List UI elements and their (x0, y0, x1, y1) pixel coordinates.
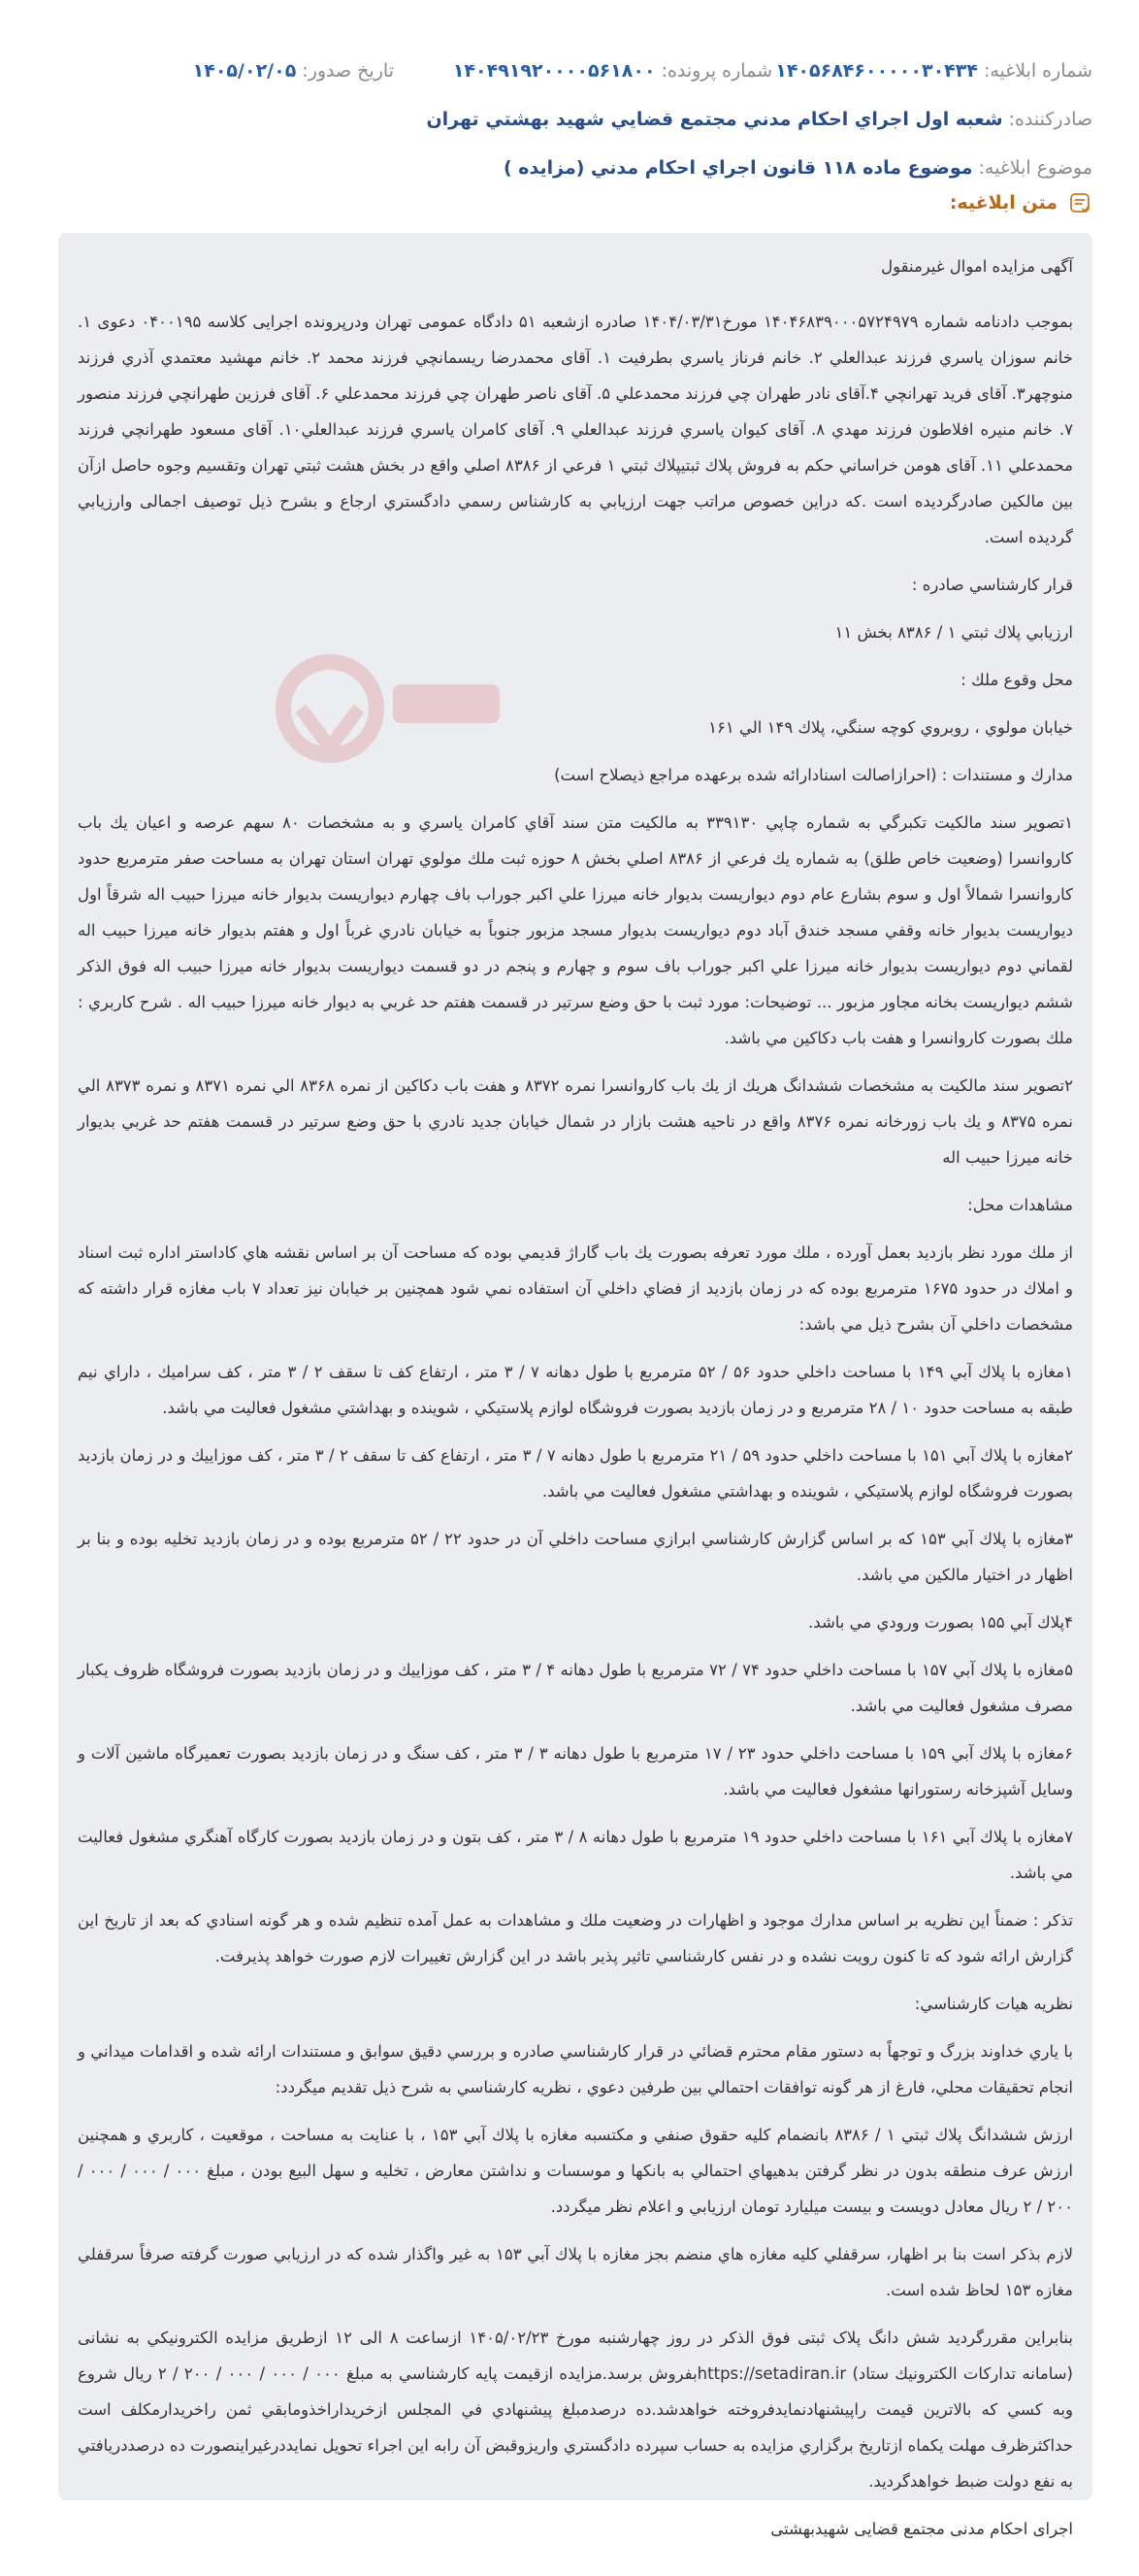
expert-order-title: قرار کارشناسي صادره : (911, 576, 1073, 594)
notice-text-heading (950, 190, 1092, 215)
expert-order-text: ارزيابي پلاك ثبتي ۱ / ۸۳۸۶ بخش ۱۱ (834, 623, 1073, 642)
header-row-numbers (58, 47, 1092, 95)
header-row-issuer (58, 95, 1092, 144)
issuer-value: شعبه اول اجراي احكام مدني مجتمع قضايي شهيد بهشتي تهران (426, 109, 1003, 130)
header-row-subject (58, 144, 1092, 192)
site-observations-title: مشاهدات محل: (967, 1196, 1073, 1214)
subject-value: موضوع ماده ۱۱۸ قانون اجراي احكام مدني (مزايده ) (504, 157, 973, 179)
case-number (394, 60, 772, 82)
entrance-155-item: ۴پلاك آبي ۱۵۵ بصورت ورودي مي باشد. (808, 1613, 1073, 1632)
document-2-paragraph: ۲تصوير سند مالكيت به مشخصات ششدانگ هريك از يك باب كاروانسرا نمره ۸۳۷۲ و هفت باب دكاكين از نمره ۸۳۶۸ الي نمره ۸۳۷۱ و نمره ۸۳۷۳ الي نمره ۸۳۷۵ و يك باب زورخانه نمره ۸۳۷۶ واقع در ناحيه هشت بازار در شمال خيابان جديد نادري با حق وضع سرتير در قسمت هفتم حد غربي بديوار خانه ميرزا حبيب اله (78, 1076, 1074, 1167)
document-1-paragraph: ۱تصوير سند مالكيت تكبرگي به شماره چاپي ۳۳۹۱۳۰ به مالكيت متن سند آقاي كامران ياسري و به مشخصات ۸۰ سهم عرصه و اعيان يك باب كاروانسرا (وضعيت خاص طلق) به شماره يك فرعي از ۸۳۸۶ اصلي بخش ۸ حوزه ثبت ملك مولوي تهران استان تهران به مساحت صفر مترمربع حدود كاروانسرا شمالاً اول و سوم بشارع عام دوم ديواريست بديوار خانه ميرزا علي اكبر جوراب باف چهارم ديواريست بديوار خانه ميرزا حبيب اله شرقاً اول ديواريست بديوار خانه وقفي مسجد خندق آباد دوم ديواريست بديوار مسجد مزبور جنوباً به خيابان نادري غرباً اول و هفتم بديوار خانه ميرزا حبيب اله لقماني دوم ديواريست بديوار خانه ميرزا علي اكبر جوراب باف سوم و چهارم و پنجم در دو قسمت ديواريست بديوار خانه ميرزا حبيب اله فوق الذكر ششم ديواريست بخانه مجاور مزبور ... توضيحات: مورد ثبت با حق وضع سرتير در قسمت هفتم حد غربي به ديوار خانه ميرزا حبيب اله . شرح كاربري : ملك بصورت كاروانسرا و هفت باب دكاكين مي باشد. (78, 813, 1074, 1047)
notice-body (58, 233, 1092, 2538)
issuer-label: صادرکننده: (1008, 109, 1092, 130)
subject (504, 157, 1092, 179)
issuer (426, 109, 1092, 130)
issue-date-label: تاریخ صدور: (302, 60, 394, 82)
issue-date-value: ۱۴۰۵/۰۲/۰۵ (192, 60, 297, 82)
case-number-value: ۱۴۰۴۹۱۹۲۰۰۰۰۵۶۱۸۰۰ (452, 60, 656, 82)
shop-161-item: ۷مغازه با پلاك آبي ۱۶۱ با مساحت داخلي حدود ۱۹ مترمربع با طول دهانه ۸ / ۳ متر ، كف بتون و در زمان بازديد بصورت كارگاه آهنگري مشغول فعاليت مي باشد. (78, 1828, 1073, 1882)
signature-line: اجرای احکام مدنی مجتمع قضایی شهیدبهشتی (770, 2520, 1073, 2538)
subject-label: موضوع ابلاغیه: (978, 157, 1092, 179)
valuation-paragraph: ارزش ششدانگ پلاك ثبتي ۱ / ۸۳۸۶ بانضمام كليه حقوق صنفي و مكتسبه مغازه با پلاك آبي ۱۵۳ ، با عنايت به مساحت ، موقعيت ، كاربري و همچنين ارزش عرف منطقه بدون در نظر گرفتن بدهيهاي احتمالي به بانكها و موسسات و نداشتن معارض ، تخليه و سهل البيع بودن ، مبلغ ۰۰۰ / ۰۰۰ / ۰۰۰ / ۲۰۰ / ۲ ريال معادل دويست و بيست ميليارد تومان ارزيابي و اعلام نظر ميگردد. (78, 2126, 1073, 2216)
expert-opinion-intro: با ياري خداوند بزرگ و توجهاً به دستور مقام محترم قضائي در قرار كارشناسي صادره و بررسي دقيق سوابق و مستندات ارائه شده و اقدامات ميداني و انجام تحقيقات محلي، فارغ از هر گونه توافقات احتمالي بين طرفين دعوي ، نظريه كارشناسي به شرح ذيل تقديم ميگردد: (78, 2042, 1073, 2097)
shop-149-item: ۱مغازه با پلاك آبي ۱۴۹ با مساحت داخلي حدود ۵۶ / ۵۲ مترمربع با طول دهانه ۷ / ۳ متر ، ارتفاع كف تا سقف ۲ / ۳ متر ، كف سراميك ، داراي نيم طبقه به مساحت حدود ۱۰ / ۲۸ مترمربع و در زمان بازديد بصورت فروشگاه لوازم پلاستيكي ، شوينده و بهداشتي مشغول فعاليت مي باشد. (78, 1363, 1073, 1417)
notice-document-icon (1067, 190, 1092, 215)
property-location-title: محل وقوع ملك : (960, 671, 1073, 689)
notice-heading-line: آگهی مزایده اموال غیرمنقول (881, 257, 1073, 276)
case-number-label: شماره پرونده: (661, 60, 772, 82)
shop-157-item: ۵مغازه با پلاك آبي ۱۵۷ با مساحت داخلي حدود ۷۴ / ۷۲ مترمربع با طول دهانه ۴ / ۳ متر ، كف موزاييك و در زمان بازديد بصورت فروشگاه ظروف يكبار مصرف مشغول فعاليت مي باشد. (78, 1661, 1073, 1715)
note-paragraph: تذكر : ضمناً اين نظريه بر اساس مدارك موجود و اظهارات در وضعيت ملك و مشاهدات به عمل آمده تنظيم شده و هر گونه اسنادي كه بعد از تاريخ اين گزارش ارائه شود كه تا كنون رويت نشده و در نفس كارشناسي تاثير پذير باشد در اين گزارش تغييرات لازم صورت خواهد پذيرفت. (78, 1911, 1073, 1965)
notice-text-title: متن ابلاغیه: (949, 192, 1058, 214)
property-location-text: خيابان مولوي ، روبروي كوچه سنگي، پلاك ۱۴۹ الي ۱۶۱ (708, 718, 1073, 737)
shop-159-item: ۶مغازه با پلاك آبي ۱۵۹ با مساحت داخلي حدود ۲۳ / ۱۷ مترمربع با طول دهانه ۳ / ۳ متر ، كف سنگ و در زمان بازديد بصورت تعميرگاه ماشين آلات و وسايل آشپزخانه رستورانها مشغول فعاليت مي باشد. (78, 1744, 1073, 1799)
issue-date (193, 60, 394, 82)
shop-153-item: ۳مغازه با پلاك آبي ۱۵۳ كه بر اساس گزارش كارشناسي ابرازي مساحت داخلي آن در حدود ۲۲ / ۵۲ مترمربع بوده و در زمان بازديد تخليه بوده و بنا بر اظهار در اختيار مالكين مي باشد. (78, 1530, 1073, 1584)
site-observations-text: از ملك مورد نظر بازديد بعمل آورده ، ملك مورد تعرفه بصورت يك باب گاراژ قديمي بوده كه مساحت آن بر اساس نقشه هاي كاداستر اداره ثبت اسناد و املاك در حدود ۱۶۷۵ مترمربع بوده كه در زمان بازديد از فضاي داخلي آن استفاده نمي شود همچنين بر خيابان نيز تعداد ۷ باب مغازه قرار داشته كه مشخصات داخلي آن بشرح ذيل مي باشد: (78, 1243, 1073, 1334)
notice-number-label: شماره ابلاغیه: (983, 60, 1092, 82)
documents-title: مدارك و مستندات : (احرازاصالت اسنادارائه شده برعهده مراجع ذيصلاح است) (554, 766, 1073, 784)
auction-terms-paragraph: بنابراین مقررگردید شش دانگ پلاک ثبتی فوق الذکر در روز چهارشنبه مورخ ۱۴۰۵/۰۲/۲۳ ازساعت ۸ الی ۱۲ ازطریق مزایده الكترونيكي به نشانی (سامانه تداركات الكترونيك ستاد) https://setadiran.irبفروش برسد.مزایده ازقیمت پایه كارشناسي به مبلغ ۰۰۰ / ۰۰۰ / ۰۰۰ / ۲۰۰ / ۲ ريال شروع وبه كسي كه بالاترين قيمت راپيشنهادنمايدفروخته خواهدشد.ده درصدمبلغ پيشنهادي في المجلس ازخريداراخذومابقي ثمن راخريدارمكلف است حداكثرظرف مهلت يكماه ازتاريخ برگزاري مزايده به حساب سپرده دادگستري واريزوقبض آن رابه اين اجراء تحويل نمايددرغيراينصورت ده درصددريافتي به نفع دولت ضبط خواهدگرديد. (78, 2328, 1073, 2491)
goodwill-note-paragraph: لازم بذكر است بنا بر اظهار، سرقفلي كليه مغازه هاي منضم بجز مغازه با پلاك آبي ۱۵۳ به غير واگذار شده كه در ارزيابي صورت گرفته صرفاً سرقفلي مغازه ۱۵۳ لحاظ شده است. (78, 2245, 1074, 2299)
notice-number-value: ۱۴۰۵۶۸۴۶۰۰۰۰۰۳۰۴۳۴ (775, 60, 978, 82)
notice-number (772, 60, 1092, 82)
shop-151-item: ۲مغازه با پلاك آبي ۱۵۱ با مساحت داخلي حدود ۵۹ / ۲۱ مترمربع با طول دهانه ۷ / ۳ متر ، ارتفاع كف تا سقف ۲ / ۳ متر ، كف موزاييك و در زمان بازديد بصورت فروشگاه لوازم پلاستيكي ، شوينده و بهداشتي مشغول فعاليت مي باشد. (78, 1446, 1073, 1501)
expert-opinion-title: نظريه هيات كارشناسي: (914, 1995, 1073, 2013)
notice-header (58, 47, 1092, 192)
court-ruling-paragraph: بموجب دادنامه شماره ۱۴۰۴۶۸۳۹۰۰۰۵۷۲۴۹۷۹ مورخ۱۴۰۴/۰۳/۳۱ صادره ازشعبه ۵۱ دادگاه عمومی تهران ودرپرونده اجرایی كلاسه ۰۴۰۰۱۹۵ دعوی ۱. خانم سوزان ياسري فرزند عبدالعلي ۲. خانم فرناز ياسري بطرفيت ۱. آقای محمدرضا ریسمانچي فرزند محمد ۲. خانم مهشید معتمدي آذري فرزند منوچهر۳. آقای فرید تهرانچي ۴.آقای نادر طهران چي فرزند محمدعلي ۵. آقای ناصر طهران چي فرزند محمدعلي ۶. آقای فرزین طهرانچي فرزند منصور ۷. خانم منیره افلاطون فرزند مهدي ۸. آقای کیوان ياسري فرزند عبدالعلي ۹. آقای کامران ياسري فرزند عبدالعلي۱۰. آقای مسعود طهرانچي فرزند محمدعلي ۱۱. آقای هومن خراساني حكم به فروش پلاك ثبتيپلاك ثبتي ۱ فرعي از ۸۳۸۶ اصلي واقع در بخش هشت ثبتي تهران وتقسيم وجوه حاصل ازآن بين مالكين صادرگرديده است .كه دراین خصوص مراتب جهت ارزيابي به كارشناس رسمي دادگستري ارجاع و بشرح ذیل توصیف اجمالی وارزيابي گرديده است. (78, 313, 1074, 546)
